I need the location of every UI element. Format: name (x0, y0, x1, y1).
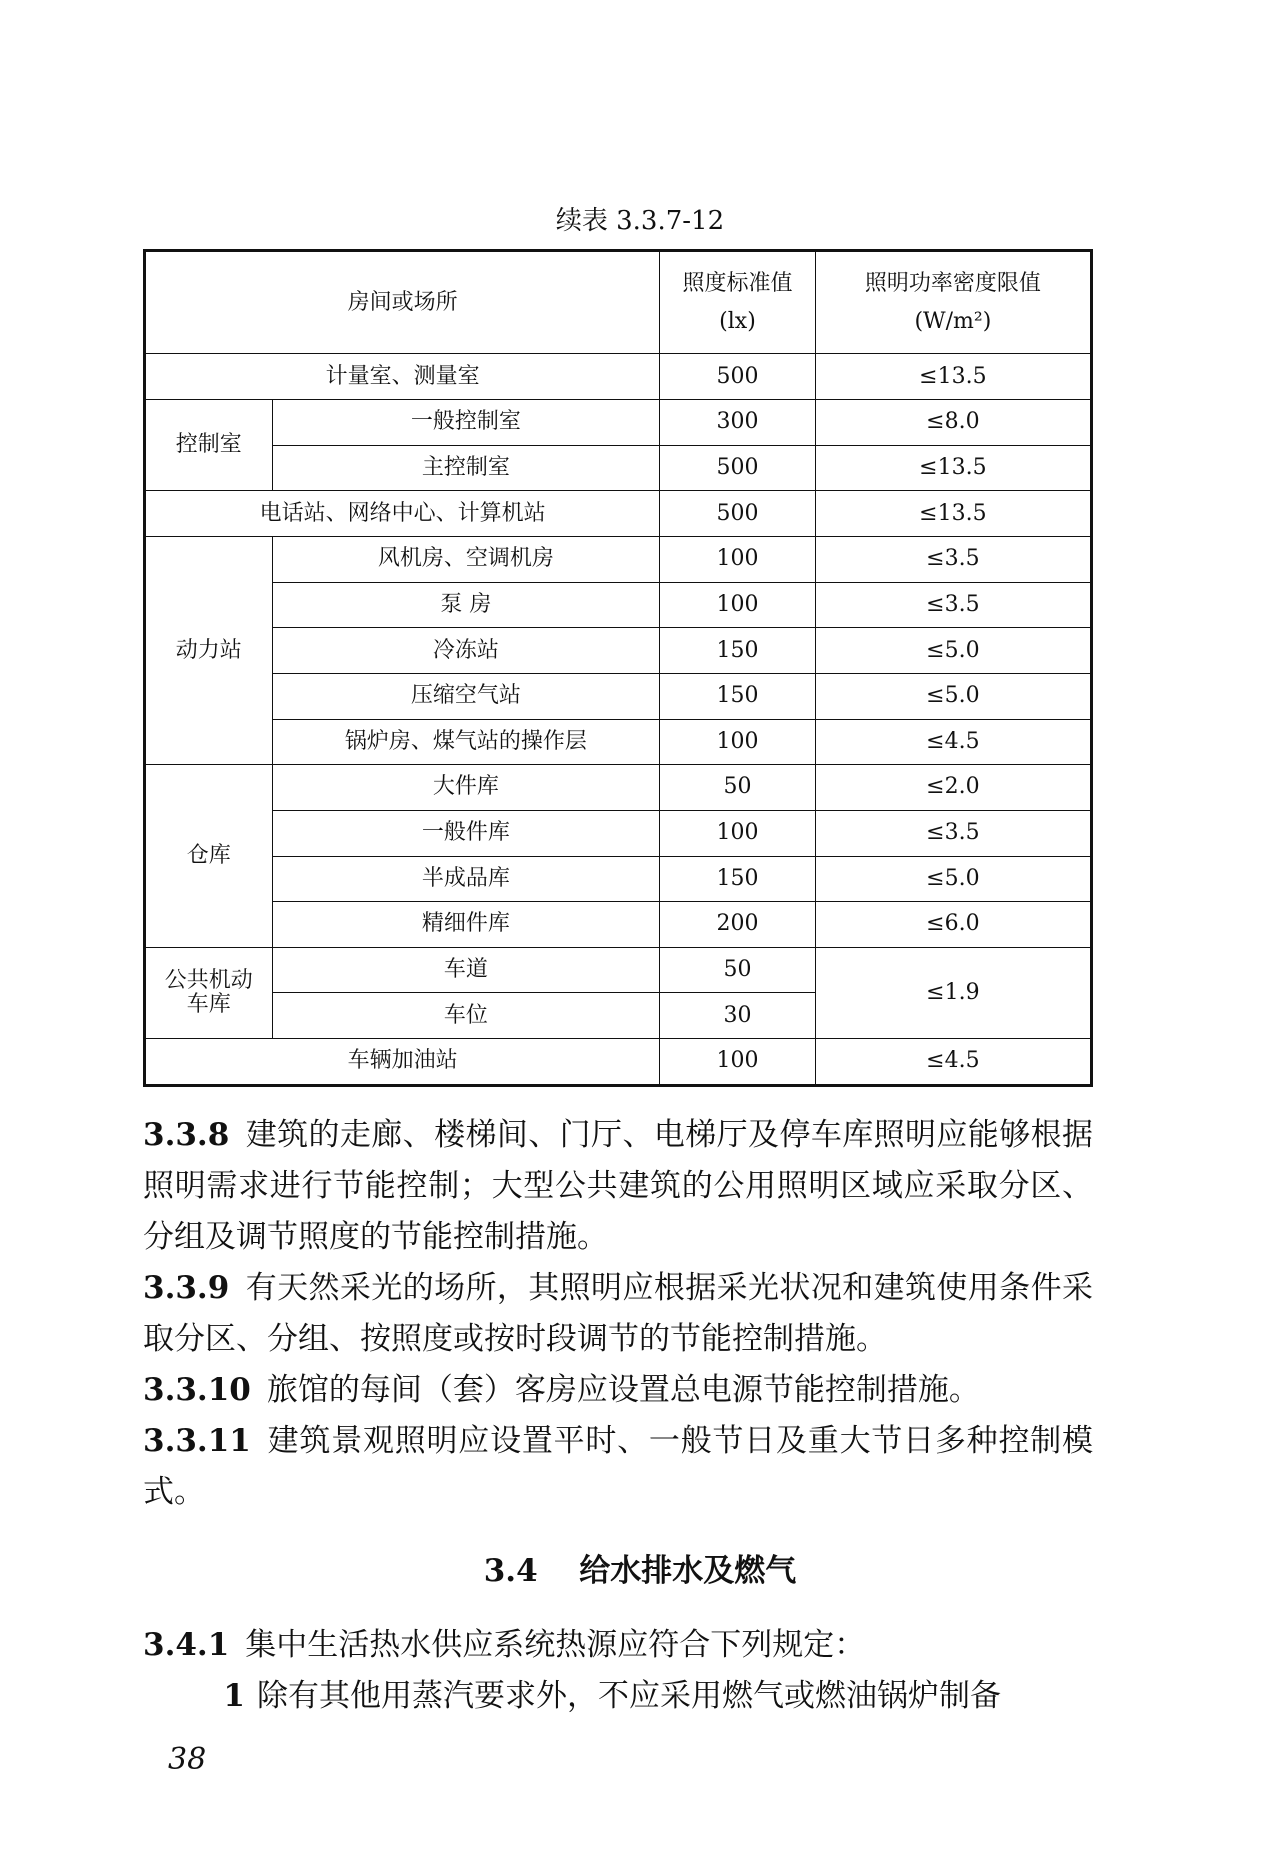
lpd-value: ≤2.0 (815, 765, 1091, 811)
header-lpd (815, 251, 1091, 354)
lpd-value: ≤3.5 (815, 810, 1091, 856)
lux-value: 150 (660, 856, 816, 902)
item-text: 除有其他用蒸汽要求外，不应采用燃气或燃油锅炉制备 (257, 1678, 1001, 1714)
room-name: 泵 房 (272, 582, 660, 628)
header-room: 房间或场所 (145, 251, 660, 354)
room-name: 锅炉房、煤气站的操作层 (272, 719, 660, 765)
lpd-value: ≤4.5 (815, 719, 1091, 765)
table-row (145, 810, 1092, 856)
table-header-row (145, 251, 1092, 354)
clause-number: 3.3.9 (143, 1270, 230, 1306)
clause-item-1 (143, 1671, 1093, 1722)
room-name: 一般件库 (272, 810, 660, 856)
room-name: 压缩空气站 (272, 673, 660, 719)
table-row (145, 582, 1092, 628)
lpd-value: ≤13.5 (815, 445, 1091, 491)
lpd-value: ≤4.5 (815, 1039, 1091, 1086)
lux-value: 500 (660, 491, 816, 537)
clause-3-3-8 (143, 1110, 1093, 1263)
lpd-value: ≤5.0 (815, 856, 1091, 902)
room-name: 车道 (272, 947, 660, 993)
clause-3-4-1 (143, 1620, 1093, 1671)
room-name: 冷冻站 (272, 628, 660, 674)
lighting-power-density-table (143, 249, 1093, 1087)
section-heading: 给水排水及燃气 (579, 1553, 797, 1589)
clause-text: 有天然采光的场所，其照明应根据采光状况和建筑使用条件采取分区、分组、按照度或按时段调节的节能控制措施。 (143, 1270, 1093, 1357)
table-row (145, 856, 1092, 902)
lpd-value: ≤13.5 (815, 354, 1091, 400)
group-name-line1: 公共机动 (164, 967, 253, 993)
room-name: 主控制室 (272, 445, 660, 491)
page-number: 38 (168, 1742, 207, 1777)
clause-3-3-11 (143, 1416, 1093, 1518)
clause-number: 3.4.1 (143, 1627, 230, 1663)
item-number: 1 (223, 1678, 245, 1714)
room-name: 计量室、测量室 (145, 354, 660, 400)
table-row (145, 445, 1092, 491)
lpd-value: ≤5.0 (815, 628, 1091, 674)
table-row (145, 902, 1092, 948)
group-name: 仓库 (145, 765, 273, 948)
lux-value: 150 (660, 628, 816, 674)
header-lpd-unit: (W/m²) (914, 308, 992, 334)
table-caption: 续表 3.3.7-12 (555, 206, 725, 236)
lpd-value: ≤13.5 (815, 491, 1091, 537)
lpd-value: ≤6.0 (815, 902, 1091, 948)
room-name: 车位 (272, 993, 660, 1039)
clause-text: 集中生活热水供应系统热源应符合下列规定： (245, 1627, 866, 1663)
clause-3-3-9 (143, 1263, 1093, 1365)
lux-value: 100 (660, 719, 816, 765)
clause-3-3-10 (143, 1365, 1093, 1416)
lpd-value: ≤1.9 (815, 947, 1091, 1038)
room-name: 半成品库 (272, 856, 660, 902)
table-row (145, 354, 1092, 400)
lpd-value: ≤3.5 (815, 537, 1091, 583)
table-row (145, 628, 1092, 674)
clauses-block (143, 1110, 1093, 1518)
table-row (145, 1039, 1092, 1086)
group-name-line2: 车库 (186, 991, 231, 1017)
clause-number: 3.3.10 (143, 1372, 251, 1408)
lux-value: 100 (660, 582, 816, 628)
lux-value: 500 (660, 445, 816, 491)
lpd-value: ≤8.0 (815, 400, 1091, 446)
room-name: 精细件库 (272, 902, 660, 948)
lux-value: 100 (660, 1039, 816, 1086)
clause-text: 旅馆的每间（套）客房应设置总电源节能控制措施。 (266, 1372, 980, 1408)
room-name: 车辆加油站 (145, 1039, 660, 1086)
room-name: 电话站、网络中心、计算机站 (145, 491, 660, 537)
lux-value: 200 (660, 902, 816, 948)
table-row (145, 673, 1092, 719)
room-name: 一般控制室 (272, 400, 660, 446)
lux-value: 50 (660, 765, 816, 811)
lux-value: 100 (660, 810, 816, 856)
group-name: 控制室 (145, 400, 273, 491)
lux-value: 50 (660, 947, 816, 993)
lpd-value: ≤5.0 (815, 673, 1091, 719)
group-name (145, 947, 273, 1038)
header-lpd-label: 照明功率密度限值 (864, 271, 1041, 297)
clause-text: 建筑的走廊、楼梯间、门厅、电梯厅及停车库照明应能够根据照明需求进行节能控制；大型公共建筑的公用照明区域应采取分区、分组及调节照度的节能控制措施。 (143, 1117, 1093, 1255)
room-name: 大件库 (272, 765, 660, 811)
table-row (145, 400, 1092, 446)
lpd-value: ≤3.5 (815, 582, 1091, 628)
lux-value: 150 (660, 673, 816, 719)
header-illuminance-label: 照度标准值 (682, 271, 793, 297)
clause-number: 3.3.11 (143, 1423, 251, 1459)
room-name: 风机房、空调机房 (272, 537, 660, 583)
clause-number: 3.3.8 (143, 1117, 230, 1153)
group-name: 动力站 (145, 537, 273, 765)
lux-value: 300 (660, 400, 816, 446)
clause-3-4-1-block (143, 1620, 1093, 1722)
lux-value: 500 (660, 354, 816, 400)
table-row (145, 537, 1092, 583)
table-row (145, 719, 1092, 765)
table-row (145, 491, 1092, 537)
lux-value: 100 (660, 537, 816, 583)
table-row (145, 765, 1092, 811)
lux-value: 30 (660, 993, 816, 1039)
section-number: 3.4 (483, 1553, 538, 1589)
section-title (0, 1545, 1280, 1590)
header-illuminance-unit: (lx) (719, 308, 756, 334)
header-illuminance (660, 251, 816, 354)
table-row (145, 947, 1092, 993)
clause-text: 建筑景观照明应设置平时、一般节日及重大节日多种控制模式。 (143, 1423, 1093, 1510)
